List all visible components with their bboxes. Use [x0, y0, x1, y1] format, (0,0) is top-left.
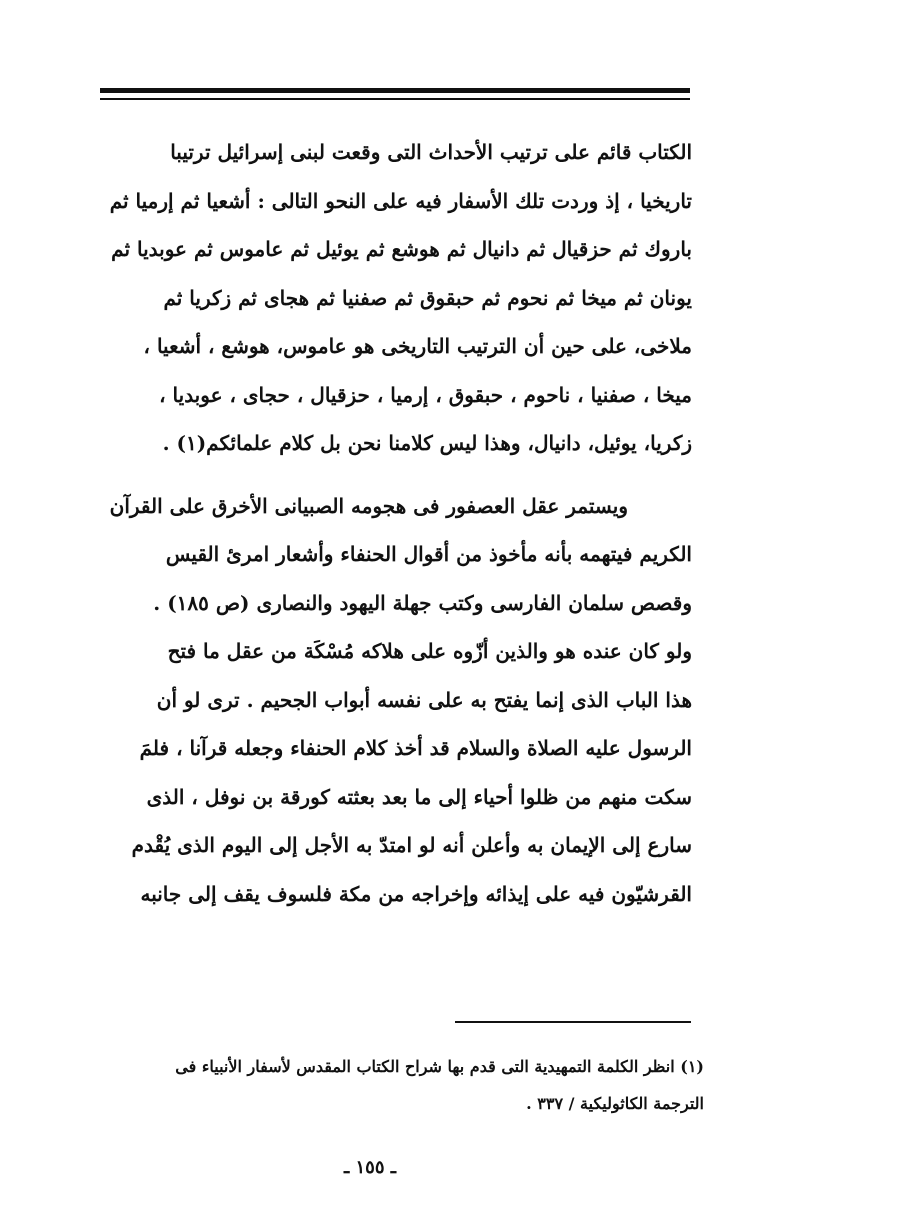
body-text — [92, 128, 692, 918]
footnote-line: الترجمة الكاثوليكية / ٣٣٧ . — [526, 1094, 704, 1113]
text-line: الرسول عليه الصلاة والسلام قد أخذ كلام الحنفاء وجعله قرآنا ، فلمَ — [139, 736, 692, 760]
paragraph-start-line: ويستمر عقل العصفور فى هجومه الصبيانى الأخرق على القرآن — [109, 493, 628, 518]
text-line: ميخا ، صفنيا ، ناحوم ، حبقوق ، إرميا ، حزقيال ، حجاى ، عوبديا ، — [159, 382, 692, 407]
text-line: يونان ثم ميخا ثم نحوم ثم حبقوق ثم صفنيا ثم هجاى ثم زكريا ثم — [163, 285, 692, 310]
footnote-separator — [455, 1021, 691, 1023]
text-line: سارع إلى الإيمان به وأعلن أنه لو امتدّ به الأجل إلى اليوم الذى يُقْدم — [131, 833, 692, 857]
page-number: ـ ١٥٥ ـ — [343, 1157, 397, 1178]
text-line: هذا الباب الذى إنما يفتح به على نفسه أبواب الجحيم . ترى لو أن — [156, 687, 692, 712]
text-line: تاريخيا ، إذ وردت تلك الأسفار فيه على النحو التالى : أشعيا ثم إرميا ثم — [109, 188, 692, 213]
text-line: ملاخى، على حين أن الترتيب التاريخى هو عاموس، هوشع ، أشعيا ، — [143, 334, 692, 358]
text-line: القرشيّون فيه على إيذائه وإخراجه من مكة فلسوف يقف إلى جانبه — [140, 881, 692, 906]
text-line: الكتاب قائم على ترتيب الأحداث التى وقعت لبنى إسرائيل ترتيبا — [170, 140, 692, 164]
text-line: زكريا، يوئيل، دانيال، وهذا ليس كلامنا نحن بل كلام علمائكم(١) . — [162, 431, 692, 455]
footnote — [92, 1048, 704, 1122]
text-line: الكريم فيتهمه بأنه مأخوذ من أقوال الحنفاء وأشعار امرئ القيس — [165, 542, 692, 566]
text-line: وقصص سلمان الفارسى وكتب جهلة اليهود والنصارى (ص ١٨٥) . — [153, 590, 692, 615]
footnote-line: (١) انظر الكلمة التمهيدية التى قدم بها شراح الكتاب المقدس لأسفار الأنبياء فى — [175, 1057, 704, 1076]
text-line: سكت منهم من ظلوا أحياء إلى ما بعد بعثته كورقة بن نوفل ، الذى — [146, 784, 692, 809]
header-rule-thick — [100, 88, 690, 93]
header-rule-thin — [100, 98, 690, 100]
text-line: باروك ثم حزقيال ثم دانيال ثم هوشع ثم يوئيل ثم عاموس ثم عوبديا ثم — [111, 237, 692, 261]
text-line: ولو كان عنده هو والذين أزّوه على هلاكه مُسْكَة من عقل ما فتح — [167, 639, 692, 663]
